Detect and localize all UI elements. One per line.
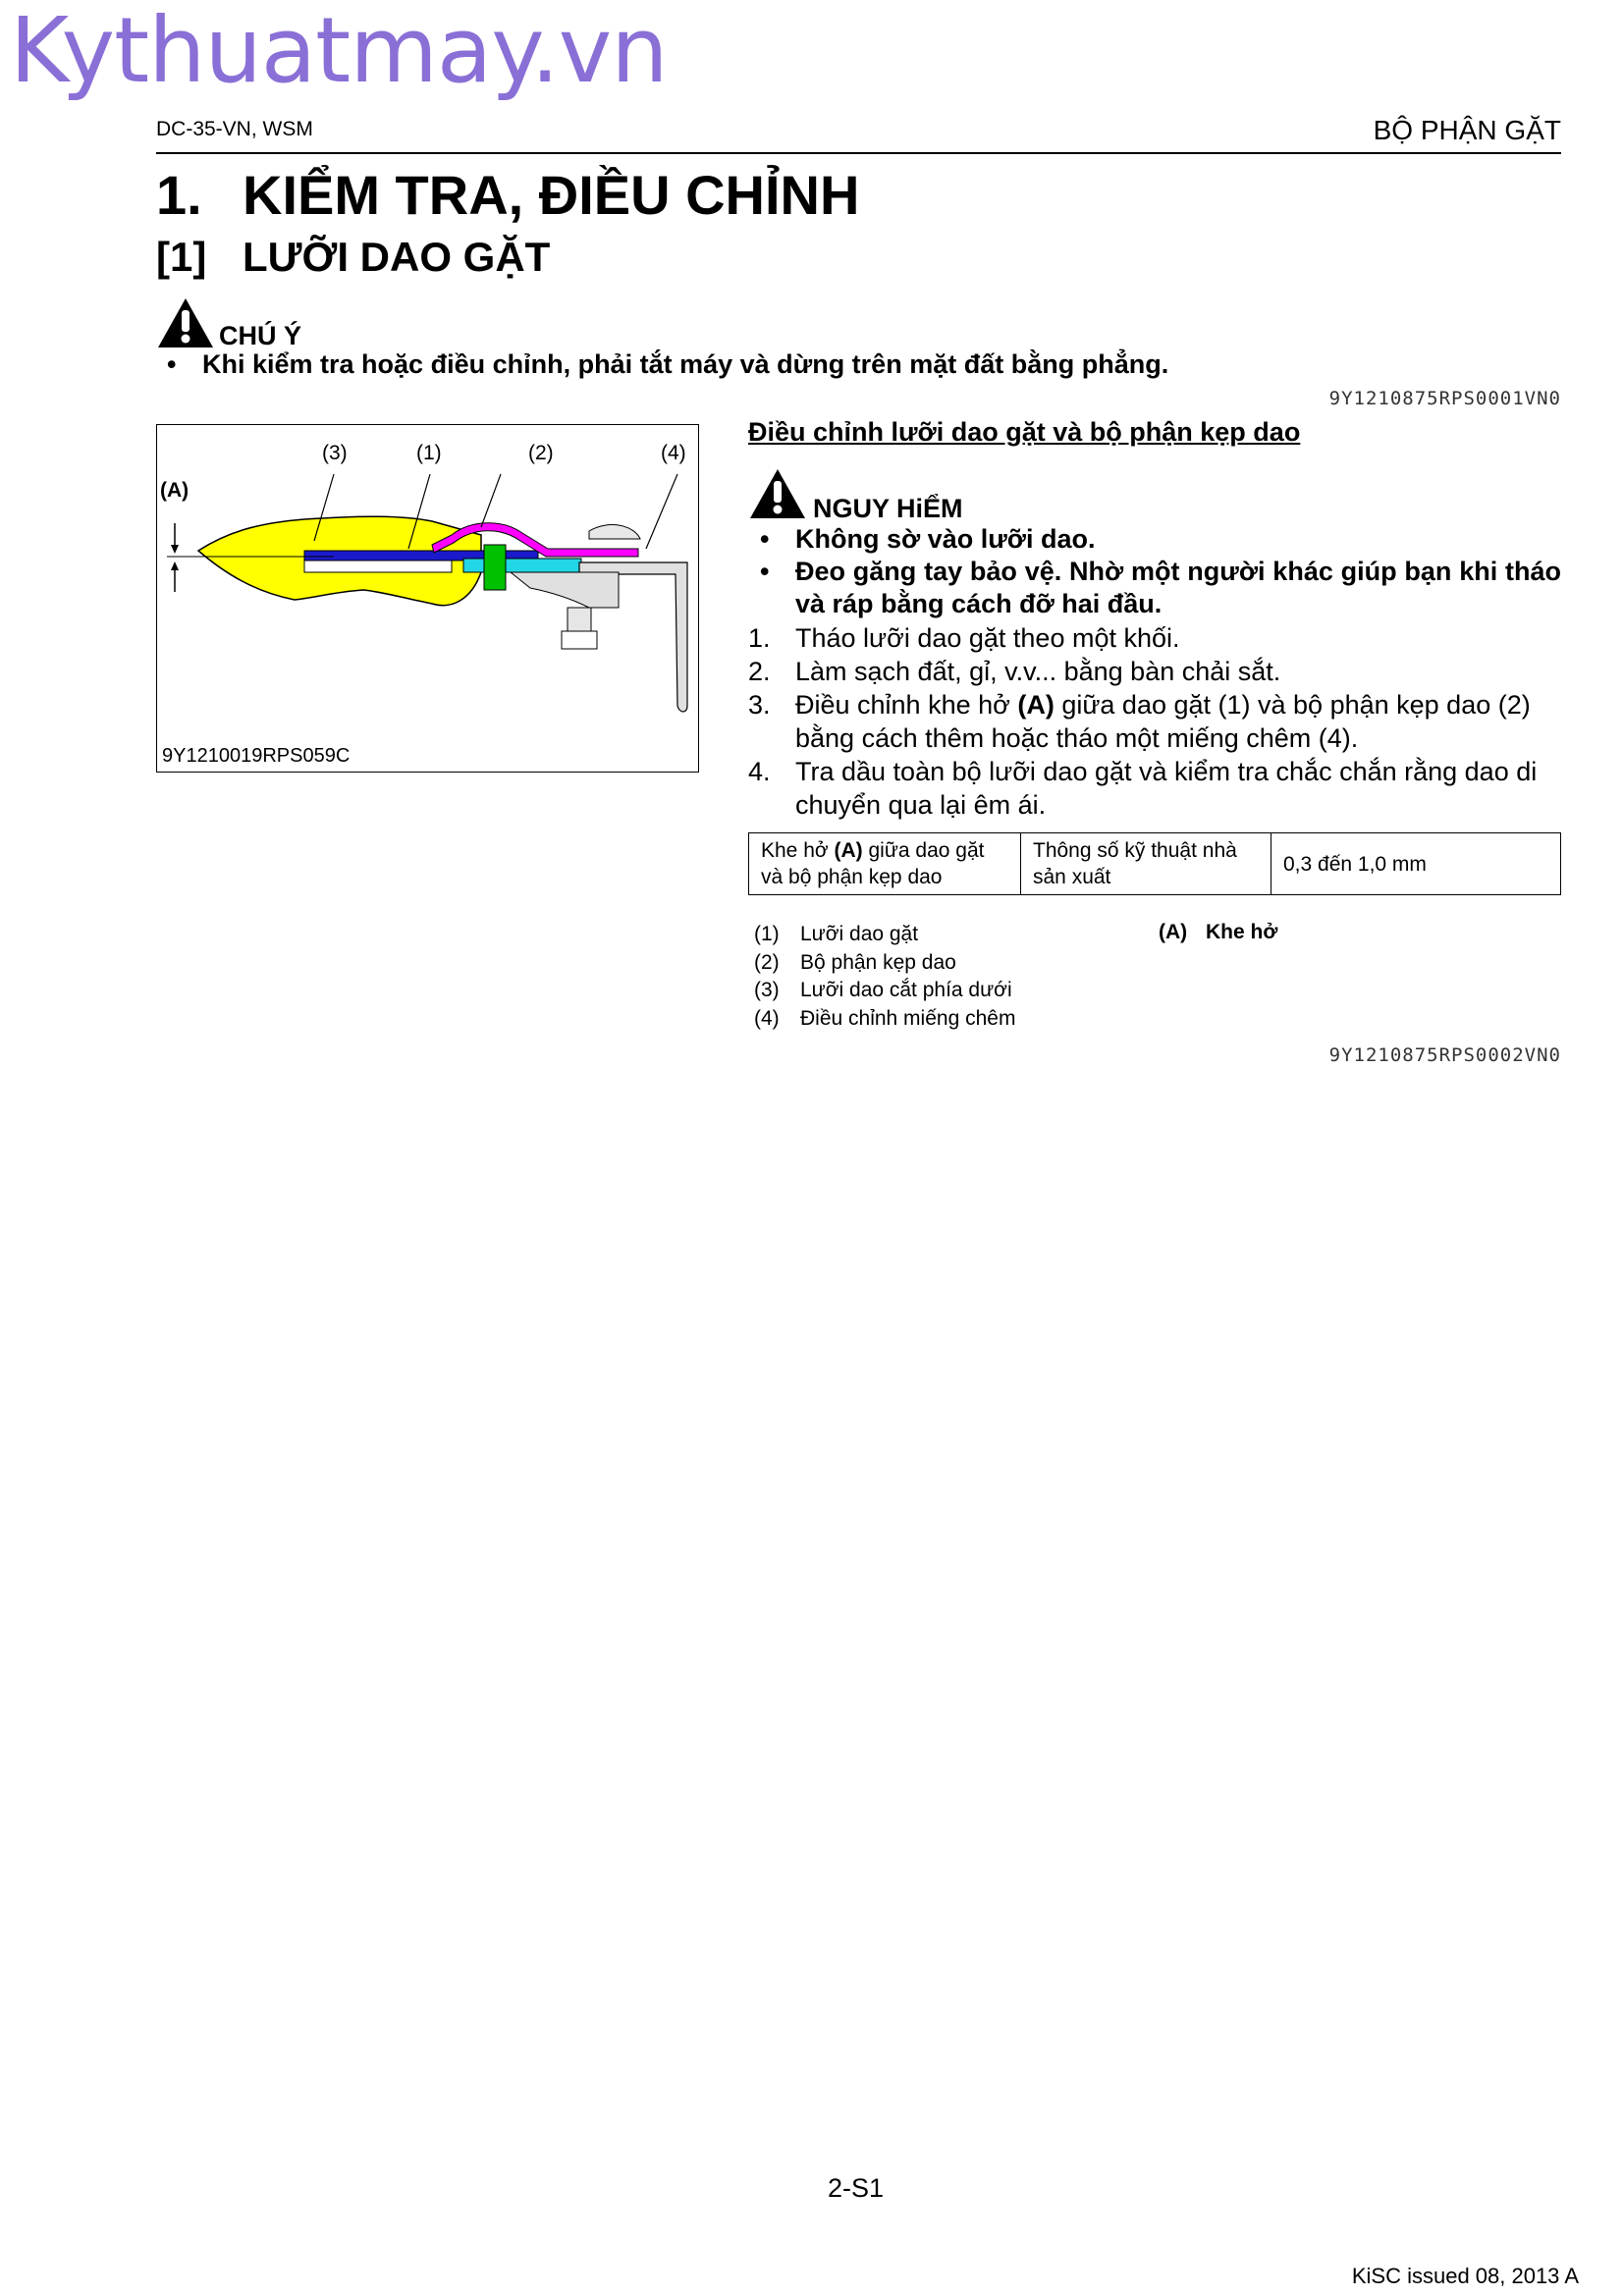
warning-triangle-icon bbox=[156, 296, 215, 349]
legend-text: Khe hở bbox=[1206, 921, 1278, 943]
figure-label-1: (1) bbox=[416, 442, 442, 464]
danger-triangle-icon bbox=[748, 467, 807, 520]
step-text: Tra dầu toàn bộ lưỡi dao gặt và kiểm tra chắc chắn rằng dao di chuyển qua lại êm ái. bbox=[795, 757, 1538, 820]
spec-value-cell: 0,3 đến 1,0 mm bbox=[1271, 833, 1561, 895]
legend-item bbox=[754, 1005, 1015, 1034]
spec-item-part: giữa dao gặt và bộ phận kẹp dao bbox=[761, 839, 985, 888]
figure-legend bbox=[754, 921, 1015, 1033]
bullet-marker: • bbox=[167, 349, 177, 379]
danger-item bbox=[748, 556, 1561, 620]
cutter-blade-figure bbox=[156, 424, 699, 773]
heading-1-number: 1. bbox=[156, 164, 202, 226]
legend-number: (1) bbox=[754, 923, 780, 945]
spec-item-cell bbox=[749, 833, 1021, 895]
header-doc-code: DC-35-VN, WSM bbox=[156, 118, 313, 140]
step-number: 4. bbox=[748, 757, 771, 786]
step-text-part: Điều chỉnh khe hở bbox=[795, 690, 1018, 720]
header-section-title: BỘ PHẬN GẶT bbox=[1373, 115, 1561, 145]
heading-1 bbox=[156, 163, 859, 227]
step-text-bold: (A) bbox=[1017, 690, 1055, 720]
bullet-marker: • bbox=[760, 557, 770, 586]
cutter-blade-diagram bbox=[157, 425, 700, 774]
legend-item bbox=[754, 977, 1015, 1005]
table-row bbox=[749, 833, 1561, 895]
header-rule bbox=[156, 152, 1561, 154]
legend-number: (2) bbox=[754, 950, 780, 974]
legend-text: Lưỡi dao cắt phía dưới bbox=[800, 979, 1012, 1001]
danger-label: NGUY HiỂM bbox=[813, 494, 963, 523]
step-item bbox=[748, 688, 1561, 755]
heading-2-text: LƯỠI DAO GẶT bbox=[243, 234, 551, 280]
danger-header bbox=[748, 467, 963, 523]
legend-number: (A) bbox=[1159, 921, 1188, 943]
spec-type-cell: Thông số kỹ thuật nhà sản xuất bbox=[1021, 833, 1271, 895]
figure-label-4: (4) bbox=[661, 442, 686, 464]
figure-label-3: (3) bbox=[322, 442, 348, 464]
caution-sentence: Khi kiểm tra hoặc điều chỉnh, phải tắt máy và dừng trên mặt đất bằng phẳng. bbox=[202, 349, 1169, 379]
step-text: Tháo lưỡi dao gặt theo một khối. bbox=[795, 623, 1180, 653]
step-text bbox=[795, 688, 1561, 755]
spec-table bbox=[748, 832, 1561, 895]
section-code: 9Y1210875RPS0001VN0 bbox=[1328, 388, 1561, 409]
step-item bbox=[748, 621, 1561, 655]
legend-item bbox=[754, 921, 1015, 949]
spec-item-bold: (A) bbox=[834, 839, 863, 862]
procedure-steps bbox=[748, 621, 1561, 822]
step-item bbox=[748, 655, 1561, 688]
heading-1-text: KIỂM TRA, ĐIỀU CHỈNH bbox=[243, 164, 860, 226]
legend-number: (3) bbox=[754, 979, 780, 1001]
watermark: Kythuatmay.vn bbox=[10, 0, 668, 103]
figure-label-a: (A) bbox=[160, 479, 189, 502]
legend-text: Điều chỉnh miếng chêm bbox=[800, 1006, 1016, 1030]
footer-issue: KiSC issued 08, 2013 A bbox=[1351, 2264, 1579, 2288]
heading-2-number: [1] bbox=[156, 234, 207, 280]
end-code: 9Y1210875RPS0002VN0 bbox=[1328, 1044, 1561, 1066]
danger-item bbox=[748, 523, 1561, 556]
danger-item-text: Đeo găng tay bảo vệ. Nhờ một người khác giúp bạn khi tháo và ráp bằng cách đỡ hai đầu. bbox=[795, 557, 1561, 618]
caution-text bbox=[167, 349, 1168, 380]
danger-item-text: Không sờ vào lưỡi dao. bbox=[795, 524, 1096, 554]
step-number: 1. bbox=[748, 623, 771, 653]
legend-item bbox=[754, 949, 1015, 978]
bullet-marker: • bbox=[760, 524, 770, 554]
legend-text: Bộ phận kẹp dao bbox=[800, 950, 956, 974]
legend-number: (4) bbox=[754, 1006, 780, 1030]
step-number: 2. bbox=[748, 657, 771, 686]
legend-item-a bbox=[1159, 921, 1277, 944]
spec-item-part: Khe hở bbox=[761, 839, 835, 862]
page-number: 2-S1 bbox=[828, 2173, 885, 2203]
procedure-subheading: Điều chỉnh lưỡi dao gặt và bộ phận kẹp dao bbox=[748, 417, 1301, 447]
legend-text: Lưỡi dao gặt bbox=[800, 923, 919, 945]
caution-header bbox=[156, 296, 301, 349]
step-text-part: giữa dao gặt (1) và bộ phận kẹp dao (2) bằng cách thêm hoặc tháo một miếng chêm (4). bbox=[795, 690, 1531, 753]
figure-code: 9Y1210019RPS059C bbox=[162, 745, 351, 767]
step-text: Làm sạch đất, gỉ, v.v... bằng bàn chải sắt. bbox=[795, 657, 1281, 686]
step-item bbox=[748, 755, 1561, 822]
step-number: 3. bbox=[748, 690, 771, 720]
heading-2 bbox=[156, 234, 550, 281]
figure-label-2: (2) bbox=[528, 442, 554, 464]
danger-list bbox=[748, 523, 1561, 620]
caution-label: CHÚ Ý bbox=[219, 321, 302, 350]
